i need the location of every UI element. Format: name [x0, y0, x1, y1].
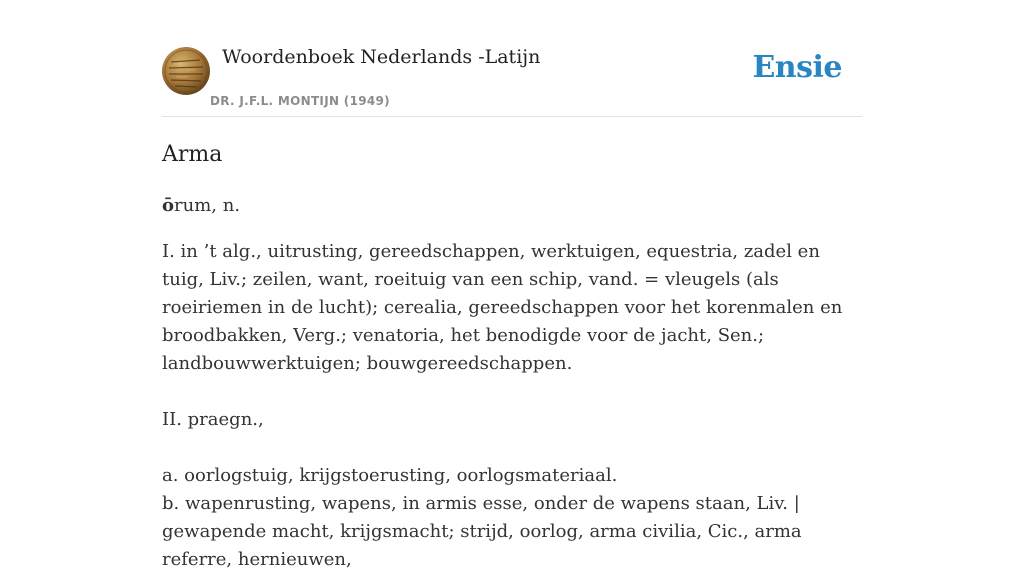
grammar-stem-ending: ō	[162, 195, 175, 216]
entry-grammar	[162, 192, 240, 220]
dictionary-title[interactable]: Woordenboek Nederlands -Latijn	[222, 46, 541, 68]
entry-headword: Arma	[162, 142, 223, 167]
sense-2b: b. wapenrusting, wapens, in armis esse, onder de wapens staan, Liv. | gewapende macht, krijgsmacht; strijd, oorlog, arma civilia, Cic., arma referre, hernieuwen,	[162, 493, 802, 570]
dictionary-author: DR. J.F.L. MONTIJN (1949)	[210, 94, 390, 108]
dictionary-header	[162, 0, 862, 117]
grammar-rest: rum, n.	[174, 195, 241, 216]
sense-2a: a. oorlogstuig, krijgstoerusting, oorlogsmateriaal.	[162, 465, 618, 486]
paragraph-spacer	[162, 378, 862, 406]
sense-2: II. praegn.,	[162, 409, 264, 430]
coin-icon[interactable]	[162, 47, 210, 95]
entry-definition	[162, 238, 862, 574]
entry-content	[162, 140, 862, 570]
sense-1: I. in ’t alg., uitrusting, gereedschappen, werktuigen, equestria, zadel en tuig, Liv.; zeilen, want, roeituig van een schip, vand. = vleugels (als roeiriemen in de lucht); cerealia, gereedschappen voor het korenmalen en broodbakken, Verg.; venatoria, het benodigde voor de jacht, Sen.; landbouwwerktuigen; bouwgereedschappen.	[162, 241, 843, 374]
paragraph-spacer	[162, 434, 862, 462]
ensie-logo-link[interactable]: Ensie	[752, 50, 842, 85]
